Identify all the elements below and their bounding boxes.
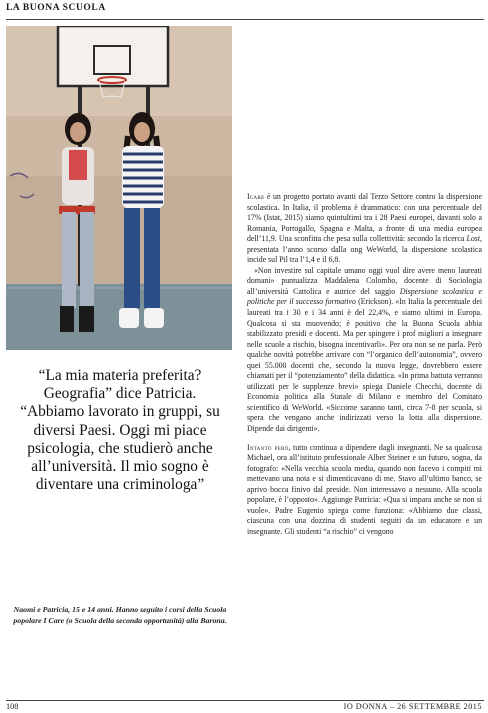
paragraph-text: , presentata l’anno scorso dalla ong WeWorld, la dispersione scolastica incide sul Pil tra l’1,4 e il 6,8. [247, 234, 482, 265]
paragraph-emphasis: Lost [466, 234, 481, 244]
article-paragraph-1 [247, 192, 482, 266]
paragraph-text: (Erickson). «In Italia la percentuale dei laureati tra i 30 e i 34 anni è del 22,4%, e siamo ultimi in Europa. Qualcosa si sta muovendo; è positivo che la Buona Scuola abbia stabilizzato presidi e docenti. Ma per spingere i prof migliori a insegnare nelle scuole a rischio, bisogna incentivarli». Per ora non se ne parla. Però qualche novità potrebbe arrivare con “l’organico dell’autonomia”, ovvero quei 55.000 docenti che, secondo la nuova legge, dovrebbero essere chiamati per il “potenziamento” della didattica. «In prima battuta verranno utilizzati per le supplenze brevi» spiega Daniele Checchi, docente di Economia politica alla Statale di Milano e membro del Comitato scientifico di WeWorld. «Siccome saranno tanti, circa 7-8 per scuola, si spera che vengano anche indirizzati verso la lotta alla dispersione. Dipende dai dirigenti». [247, 297, 482, 434]
section-header: LA BUONA SCUOLA [6, 3, 106, 13]
page-number: 108 [6, 702, 19, 711]
paragraph-emphasis: Dispersione scolastica e politiche per il successo formativo [247, 286, 483, 307]
paragraph-text: , tutto continua a dipendere dagli insegnanti. Ne sa qualcosa Michael, ora all’istituto professionale Alber Steiner e un futuro, sogna, da fotografo: «Nella vecchia scuola media, quando non facevo i compiti mi mettevano una nota e si dimenticavano di me. Stavo all’ultimo banco, se aprivo bocca finivo dal preside. Non interessavo a nessuno. Alla scuola popolare, è l’opposto». Aggiunge Patricia: «Qua si impara anche se non si vuole». Padre Eugenio spiega come funziona: «Abbiamo due classi, ciascuna con una dozzina di studenti seguiti da un educatore e un insegnante. Gli studenti “a rischio” ci vengono [247, 442, 482, 536]
article-paragraph-2 [247, 266, 482, 435]
issue-line: IO DONNA – 26 SETTEMBRE 2015 [343, 702, 482, 711]
paragraph-lead: Intanto però [247, 442, 289, 452]
photo-illustration [6, 26, 232, 350]
photo-caption: Naomi e Patricia, 15 e 14 anni. Hanno seguito i corsi della Scuola popolare I Care (o Scuola della seconda opportunità) alla Barona. [13, 605, 227, 625]
pull-quote: “La mia materia preferita? Geografia” dice Patricia. “Abbiamo lavorato in gruppi, su diversi Paesi. Oggi mi piace psicologia, che studierò anche all’università. Il mio sogno è diventare una criminologa” [20, 367, 220, 494]
footer-rule [6, 700, 484, 701]
header-rule [6, 19, 484, 20]
article-paragraph-3 [247, 443, 482, 538]
photo-two-girls-basketball-court [6, 26, 232, 350]
paragraph-text: «Non investire sul capitale umano oggi vuol dire avere meno laureati domani» puntualizza Maddalena Colombo, docente di Sociologia all’università Cattolica e autrice del saggio [247, 265, 482, 296]
paragraph-text: è un progetto portato avanti dal Terzo Settore contro la dispersione scolastica. In Italia, il problema è drammatico: con una percentuale del 17% (Istat, 2015) siamo quintultimi tra i 28 Paesi europei, davanti solo a Romania, Portogallo, Spagna e Malta, a fronte di una media europea dell’11,9. Una sconfitta che pesa sulla collettività: secondo la ricerca [247, 192, 482, 244]
paragraph-lead: Icare [247, 192, 265, 201]
article-body [247, 192, 482, 538]
